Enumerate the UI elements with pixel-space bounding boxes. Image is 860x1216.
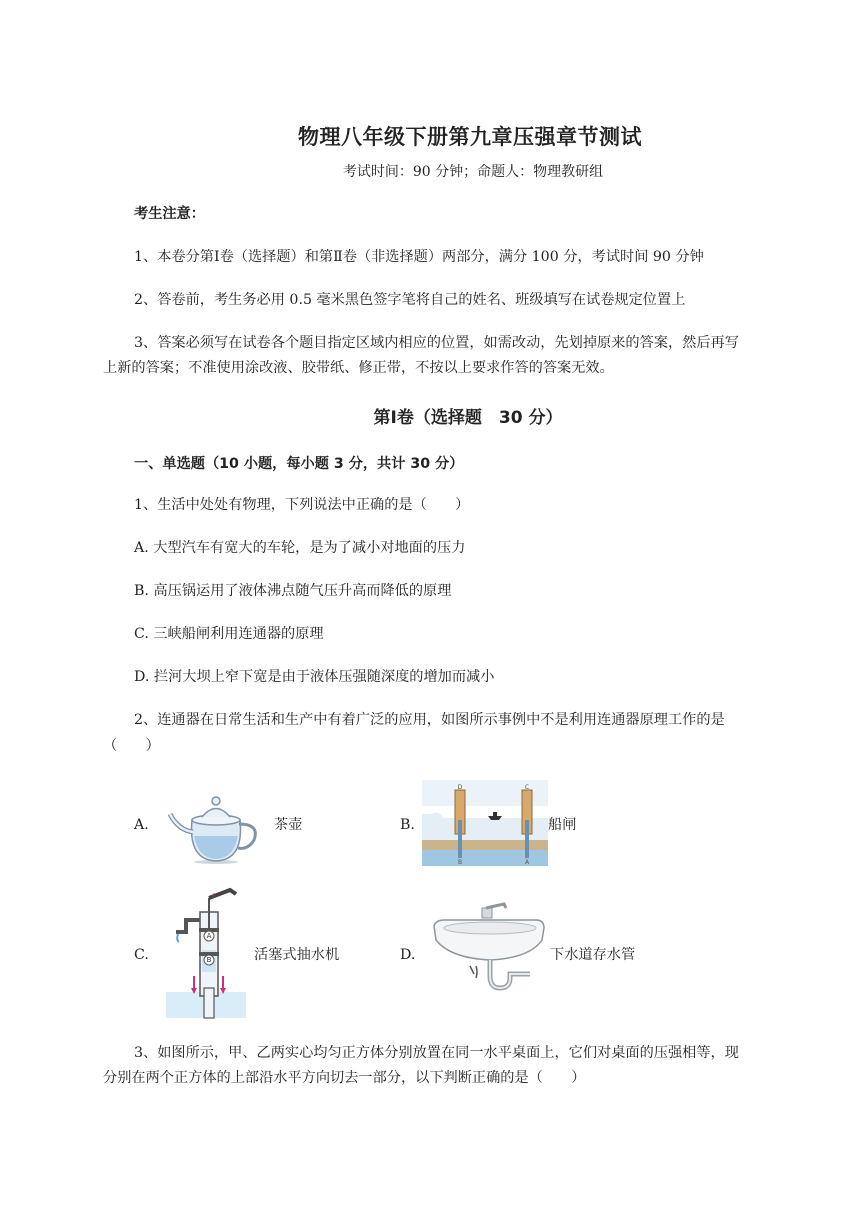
lock-label-c: C <box>524 784 530 791</box>
notice-item-1: 1、本卷分第Ⅰ卷（选择题）和第Ⅱ卷（非选择题）两部分，满分 100 分，考试时间 90 分钟 <box>134 249 704 265</box>
q2-option-c-label: 活塞式抽水机 <box>254 947 340 963</box>
pump-label-f: F <box>212 893 216 900</box>
lock-label-d: D <box>457 784 463 791</box>
q3-stem: 3、如图所示，甲、乙两实心均匀正方体分别放置在同一水平桌面上，它们对桌面的压强相等，现 <box>134 1045 739 1061</box>
teapot-icon <box>168 790 264 864</box>
pump-label-a: A <box>206 932 212 940</box>
pump-label-b: B <box>206 956 212 964</box>
sink-trap-icon <box>430 900 548 1004</box>
q3-stem-cont: 分别在两个正方体的上部沿水平方向切去一部分，以下判断正确的是（ ） <box>103 1070 586 1086</box>
q2-option-b-label: 船闸 <box>548 817 577 833</box>
q2-option-b-letter: B. <box>400 817 415 833</box>
notice-heading: 考生注意： <box>134 206 205 222</box>
q1-option-c: C. 三峡船闸利用连通器的原理 <box>134 626 324 642</box>
q1-stem: 1、生活中处处有物理，下列说法中正确的是（ ） <box>134 497 470 513</box>
part-heading: 一、单选题（10 小题，每小题 3 分，共计 30 分） <box>134 456 464 472</box>
page-title: 物理八年级下册第九章压强章节测试 <box>298 125 642 149</box>
lock-label-a: A <box>524 859 530 866</box>
q2-option-a-letter: A. <box>134 817 149 833</box>
ship-lock-icon <box>422 780 548 866</box>
q2-option-d-letter: D. <box>400 947 416 963</box>
q2-option-d-label: 下水道存水管 <box>550 947 636 963</box>
notice-item-2: 2、答卷前，考生务必用 0.5 毫米黑色签字笔将自己的姓名、班级填写在试卷规定位置上 <box>134 292 686 308</box>
notice-item-3: 3、答案必须写在试卷各个题目指定区域内相应的位置，如需改动，先划掉原来的答案，然后再写 <box>134 335 739 351</box>
q1-option-a: A. 大型汽车有宽大的车轮，是为了减小对地面的压力 <box>134 540 466 556</box>
notice-item-3-cont: 上新的答案；不准使用涂改液、胶带纸、修正带，不按以上要求作答的答案无效。 <box>103 360 614 376</box>
q1-option-d: D. 拦河大坝上窄下宽是由于液体压强随深度的增加而减小 <box>134 669 495 685</box>
q2-option-c-letter: C. <box>134 947 149 963</box>
q2-stem-cont: （ ） <box>103 738 160 754</box>
piston-pump-icon <box>166 888 246 1018</box>
q2-stem: 2、连通器在日常生活和生产中有着广泛的应用，如图所示事例中不是利用连通器原理工作的是 <box>134 712 725 728</box>
exam-info: 考试时间：90 分钟；命题人：物理教研组 <box>342 164 604 180</box>
q1-option-b: B. 高压锅运用了液体沸点随气压升高而降低的原理 <box>134 583 452 599</box>
q2-option-a-label: 茶壶 <box>274 817 303 833</box>
section-title: 第Ⅰ卷（选择题 30 分） <box>373 408 563 428</box>
lock-label-b: B <box>457 859 463 866</box>
